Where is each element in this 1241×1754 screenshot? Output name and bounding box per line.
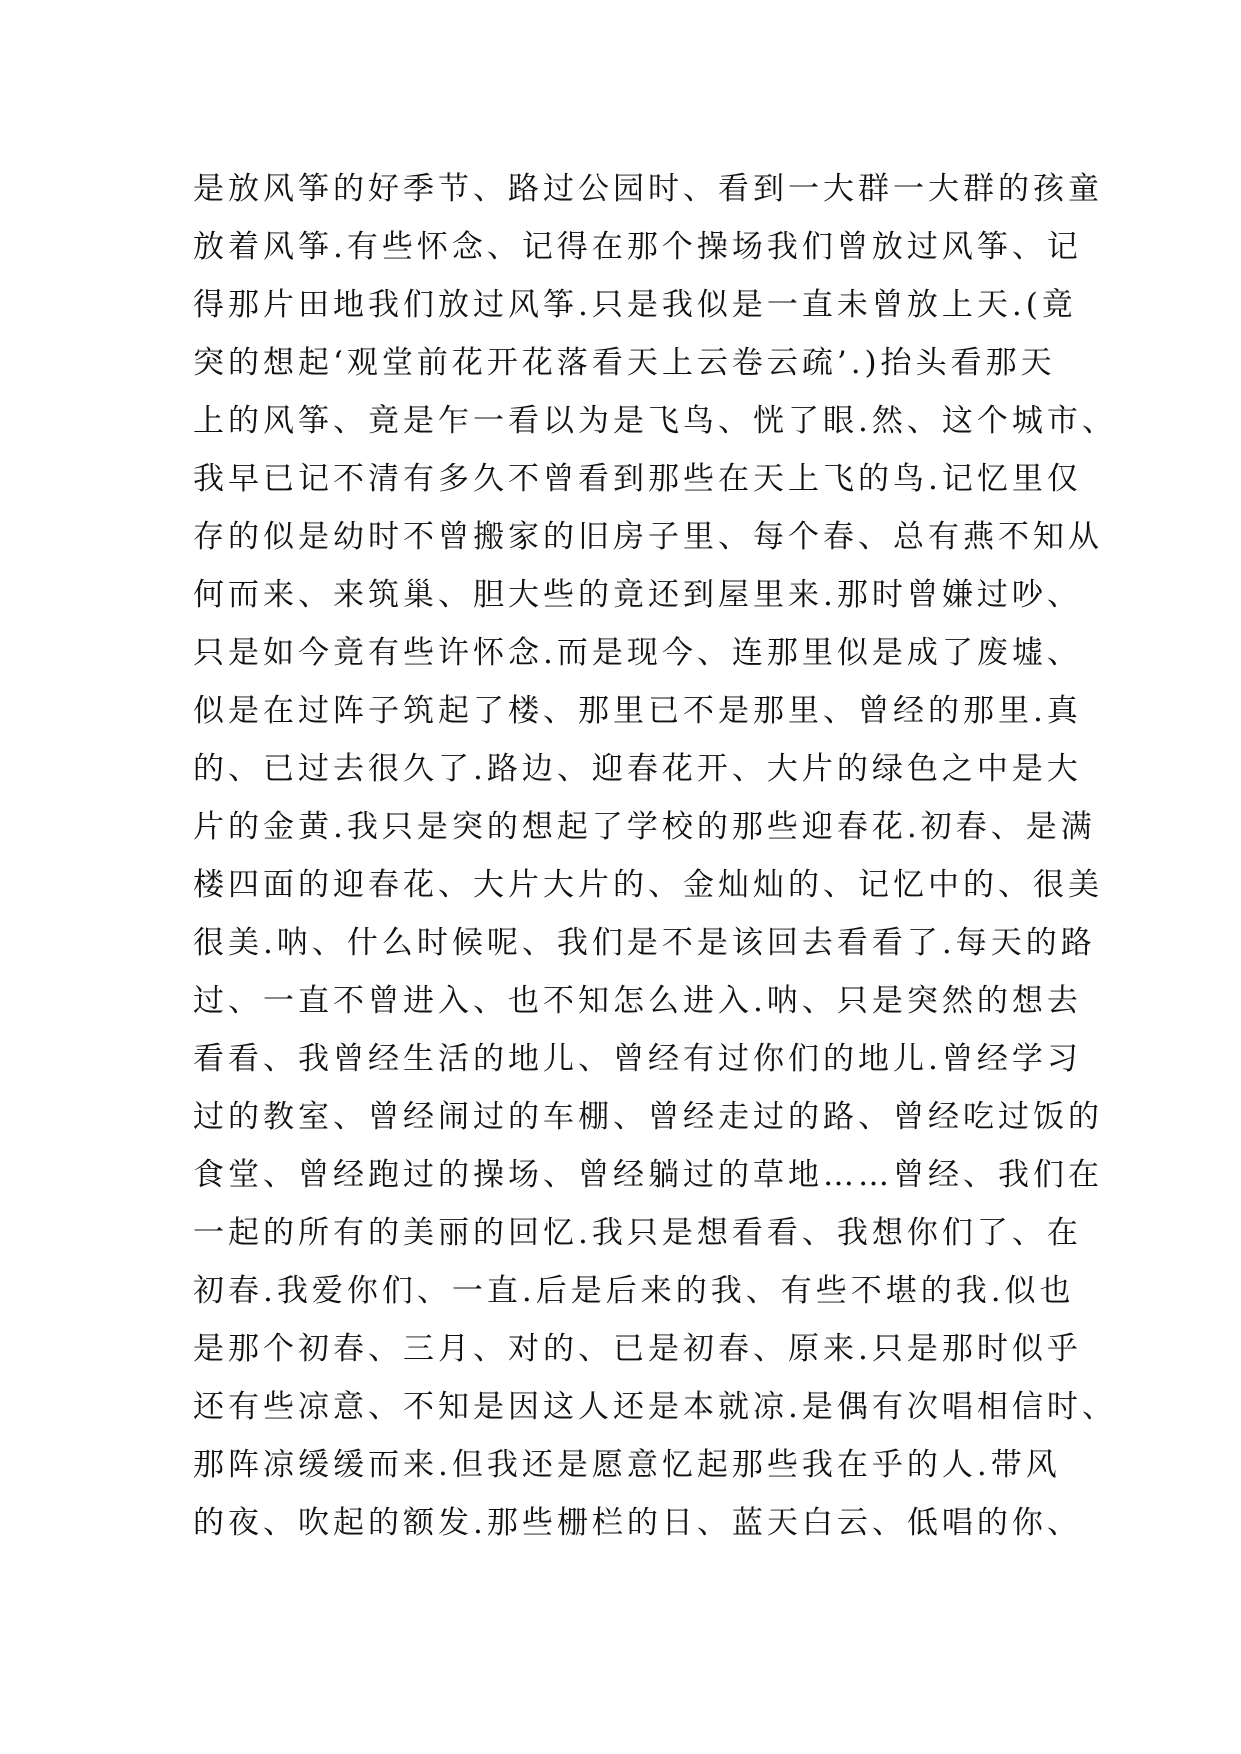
text-line: 何而来、来筑巢、胆大些的竟还到屋里来.那时曾嫌过吵、 [193, 577, 1082, 613]
text-line: 过、一直不曾进入、也不知怎么进入.呐、只是突然的想去 [193, 983, 1082, 1019]
text-line: 存的似是幼时不曾搬家的旧房子里、每个春、总有燕不知从 [193, 519, 1103, 555]
text-line: 很美.呐、什么时候呢、我们是不是该回去看看了.每天的路 [193, 925, 1096, 961]
text-line: 看看、我曾经生活的地儿、曾经有过你们的地儿.曾经学习 [193, 1041, 1082, 1077]
text-line: 是放风筝的好季节、路过公园时、看到一大群一大群的孩童 [193, 171, 1103, 207]
text-line: 我早已记不清有多久不曾看到那些在天上飞的鸟.记忆里仅 [193, 461, 1082, 497]
text-line: 似是在过阵子筑起了楼、那里已不是那里、曾经的那里.真 [193, 693, 1082, 729]
text-line: 突的想起‘观堂前花开花落看天上云卷云疏’.)抬头看那天 [193, 345, 1056, 381]
text-line: 那阵凉缓缓而来.但我还是愿意忆起那些我在乎的人.带风 [193, 1447, 1061, 1483]
text-line: 放着风筝.有些怀念、记得在那个操场我们曾放过风筝、记 [193, 229, 1082, 265]
text-line: 食堂、曾经跑过的操场、曾经躺过的草地……曾经、我们在 [193, 1157, 1103, 1193]
text-line: 一起的所有的美丽的回忆.我只是想看看、我想你们了、在 [193, 1215, 1082, 1251]
text-line: 是那个初春、三月、对的、已是初春、原来.只是那时似乎 [193, 1331, 1082, 1367]
body-text [193, 160, 1117, 1552]
text-line: 只是如今竟有些许怀念.而是现今、连那里似是成了废墟、 [193, 635, 1082, 671]
text-line: 片的金黄.我只是突的想起了学校的那些迎春花.初春、是满 [193, 809, 1096, 845]
text-line: 初春.我爱你们、一直.后是后来的我、有些不堪的我.似也 [193, 1273, 1075, 1309]
text-line: 的、已过去很久了.路边、迎春花开、大片的绿色之中是大 [193, 751, 1082, 787]
text-line: 还有些凉意、不知是因这人还是本就凉.是偶有次唱相信时、 [193, 1389, 1117, 1425]
text-line: 过的教室、曾经闹过的车棚、曾经走过的路、曾经吃过饭的 [193, 1099, 1103, 1135]
text-line: 楼四面的迎春花、大片大片的、金灿灿的、记忆中的、很美 [193, 867, 1103, 903]
text-line: 得那片田地我们放过风筝.只是我似是一直未曾放上天.(竟 [193, 287, 1077, 323]
text-line: 上的风筝、竟是乍一看以为是飞鸟、恍了眼.然、这个城市、 [193, 403, 1117, 439]
text-line: 的夜、吹起的额发.那些栅栏的日、蓝天白云、低唱的你、 [193, 1505, 1082, 1541]
